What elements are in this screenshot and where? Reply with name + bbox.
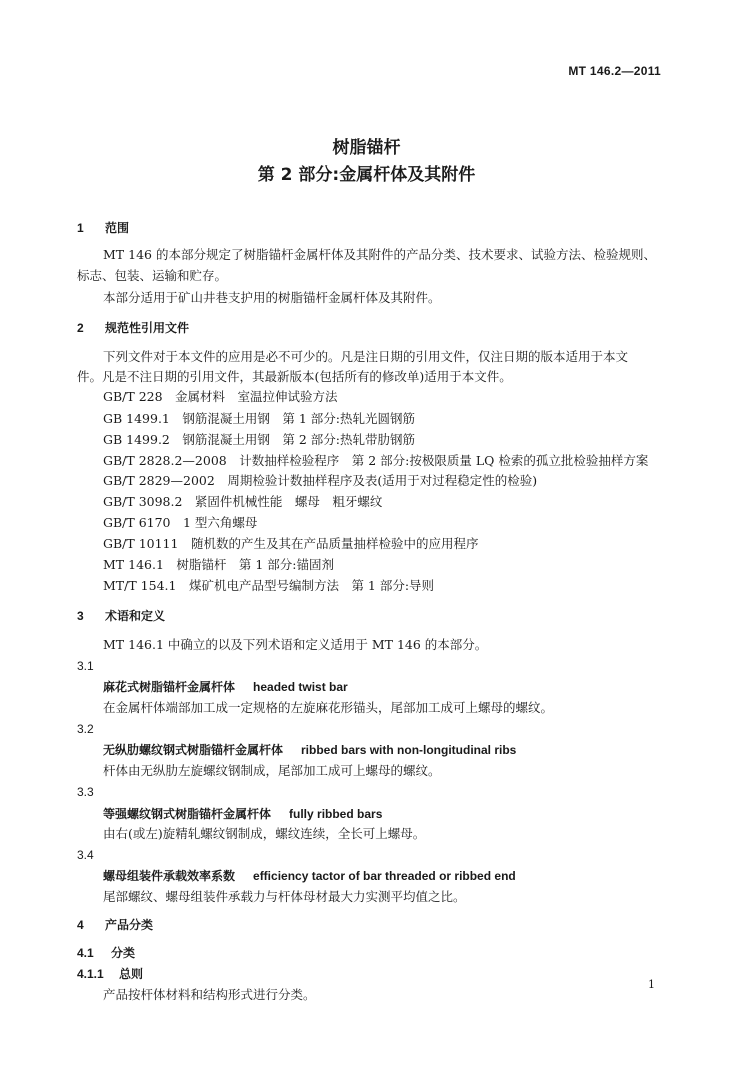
paragraph-line: MT 146.1 中确立的以及下列术语和定义适用于 MT 146 的本部分。 xyxy=(103,637,488,652)
section-1-heading xyxy=(77,220,129,236)
section-number: 4 xyxy=(77,918,84,932)
term-english: efficiency tactor of bar threaded or ribbed end xyxy=(253,869,516,883)
paragraph-line: 产品按杆体材料和结构形式进行分类。 xyxy=(103,987,316,1002)
paragraph-line: 件。凡是不注日期的引用文件，其最新版本(包括所有的修改单)适用于本文件。 xyxy=(77,369,512,384)
term-number: 3.3 xyxy=(77,785,94,799)
term-chinese: 螺母组装件承载效率系数 xyxy=(103,869,236,883)
term-heading xyxy=(103,868,516,884)
paragraph-line: 下列文件对于本文件的应用是必不可少的。凡是注日期的引用文件，仅注日期的版本适用于本文 xyxy=(103,349,629,364)
term-number: 3.4 xyxy=(77,848,94,862)
term-english: fully ribbed bars xyxy=(289,807,383,821)
term-chinese: 无纵肋螺纹钢式树脂锚杆金属杆体 xyxy=(103,743,284,757)
section-number: 2 xyxy=(77,321,84,335)
reference-item: GB/T 2828.2—2008 计数抽样检验程序 第 2 部分:按极限质量 LQ 检索的孤立批检验抽样方案 xyxy=(103,453,649,468)
subsection-title: 总则 xyxy=(119,967,144,981)
section-title: 范围 xyxy=(105,221,130,235)
section-title: 术语和定义 xyxy=(105,609,166,623)
section-2-heading xyxy=(77,320,189,336)
term-definition: 由右(或左)旋精轧螺纹钢制成，螺纹连续，全长可上螺母。 xyxy=(103,826,426,841)
paragraph-line: MT 146 的本部分规定了树脂锚杆金属杆体及其附件的产品分类、技术要求、试验方法、检验规则、 xyxy=(103,247,656,262)
term-heading xyxy=(103,679,348,695)
page-number: 1 xyxy=(648,978,655,991)
reference-item: GB/T 10111 随机数的产生及其在产品质量抽样检验中的应用程序 xyxy=(103,536,479,551)
section-number: 1 xyxy=(77,221,84,235)
term-definition: 尾部螺纹、螺母组装件承载力与杆体母材最大力实测平均值之比。 xyxy=(103,889,466,904)
section-title: 规范性引用文件 xyxy=(105,321,190,335)
standard-code: MT 146.2—2011 xyxy=(568,64,661,78)
term-english: headed twist bar xyxy=(253,680,348,694)
title-main: 树脂锚杆 xyxy=(332,138,401,158)
reference-item: GB/T 2829—2002 周期检验计数抽样程序及表(适用于对过程稳定性的检验) xyxy=(103,473,538,488)
section-3-heading xyxy=(77,608,165,624)
term-english: ribbed bars with non-longitudinal ribs xyxy=(301,743,517,757)
reference-item: MT 146.1 树脂锚杆 第 1 部分:锚固剂 xyxy=(103,557,335,572)
section-4-heading xyxy=(77,917,153,933)
subsection-4-1-1-heading xyxy=(77,966,143,982)
term-definition: 杆体由无纵肋左旋螺纹钢制成，尾部加工成可上螺母的螺纹。 xyxy=(103,763,441,778)
subsection-number: 4.1.1 xyxy=(77,967,104,981)
section-number: 3 xyxy=(77,609,84,623)
term-chinese: 等强螺纹钢式树脂锚杆金属杆体 xyxy=(103,807,272,821)
reference-item: MT/T 154.1 煤矿机电产品型号编制方法 第 1 部分:导则 xyxy=(103,578,435,593)
term-number: 3.1 xyxy=(77,659,94,673)
paragraph-line: 标志、包装、运输和贮存。 xyxy=(77,268,228,283)
term-number: 3.2 xyxy=(77,722,94,736)
reference-item: GB/T 228 金属材料 室温拉伸试验方法 xyxy=(103,389,338,404)
subsection-4-1-heading xyxy=(77,945,135,961)
paragraph-line: 本部分适用于矿山井巷支护用的树脂锚杆金属杆体及其附件。 xyxy=(103,290,441,305)
subsection-number: 4.1 xyxy=(77,946,94,960)
term-chinese: 麻花式树脂锚杆金属杆体 xyxy=(103,680,236,694)
reference-item: GB 1499.1 钢筋混凝土用钢 第 1 部分:热轧光圆钢筋 xyxy=(103,411,415,426)
subsection-title: 分类 xyxy=(111,946,136,960)
term-heading xyxy=(103,806,382,822)
reference-item: GB/T 3098.2 紧固件机械性能 螺母 粗牙螺纹 xyxy=(103,494,383,509)
reference-item: GB 1499.2 钢筋混凝土用钢 第 2 部分:热轧带肋钢筋 xyxy=(103,432,415,447)
title-sub: 第 2 部分:金属杆体及其附件 xyxy=(257,165,476,185)
term-definition: 在金属杆体端部加工成一定规格的左旋麻花形锚头，尾部加工成可上螺母的螺纹。 xyxy=(103,700,554,715)
section-title: 产品分类 xyxy=(105,918,154,932)
reference-item: GB/T 6170 1 型六角螺母 xyxy=(103,515,258,530)
term-heading xyxy=(103,742,516,758)
